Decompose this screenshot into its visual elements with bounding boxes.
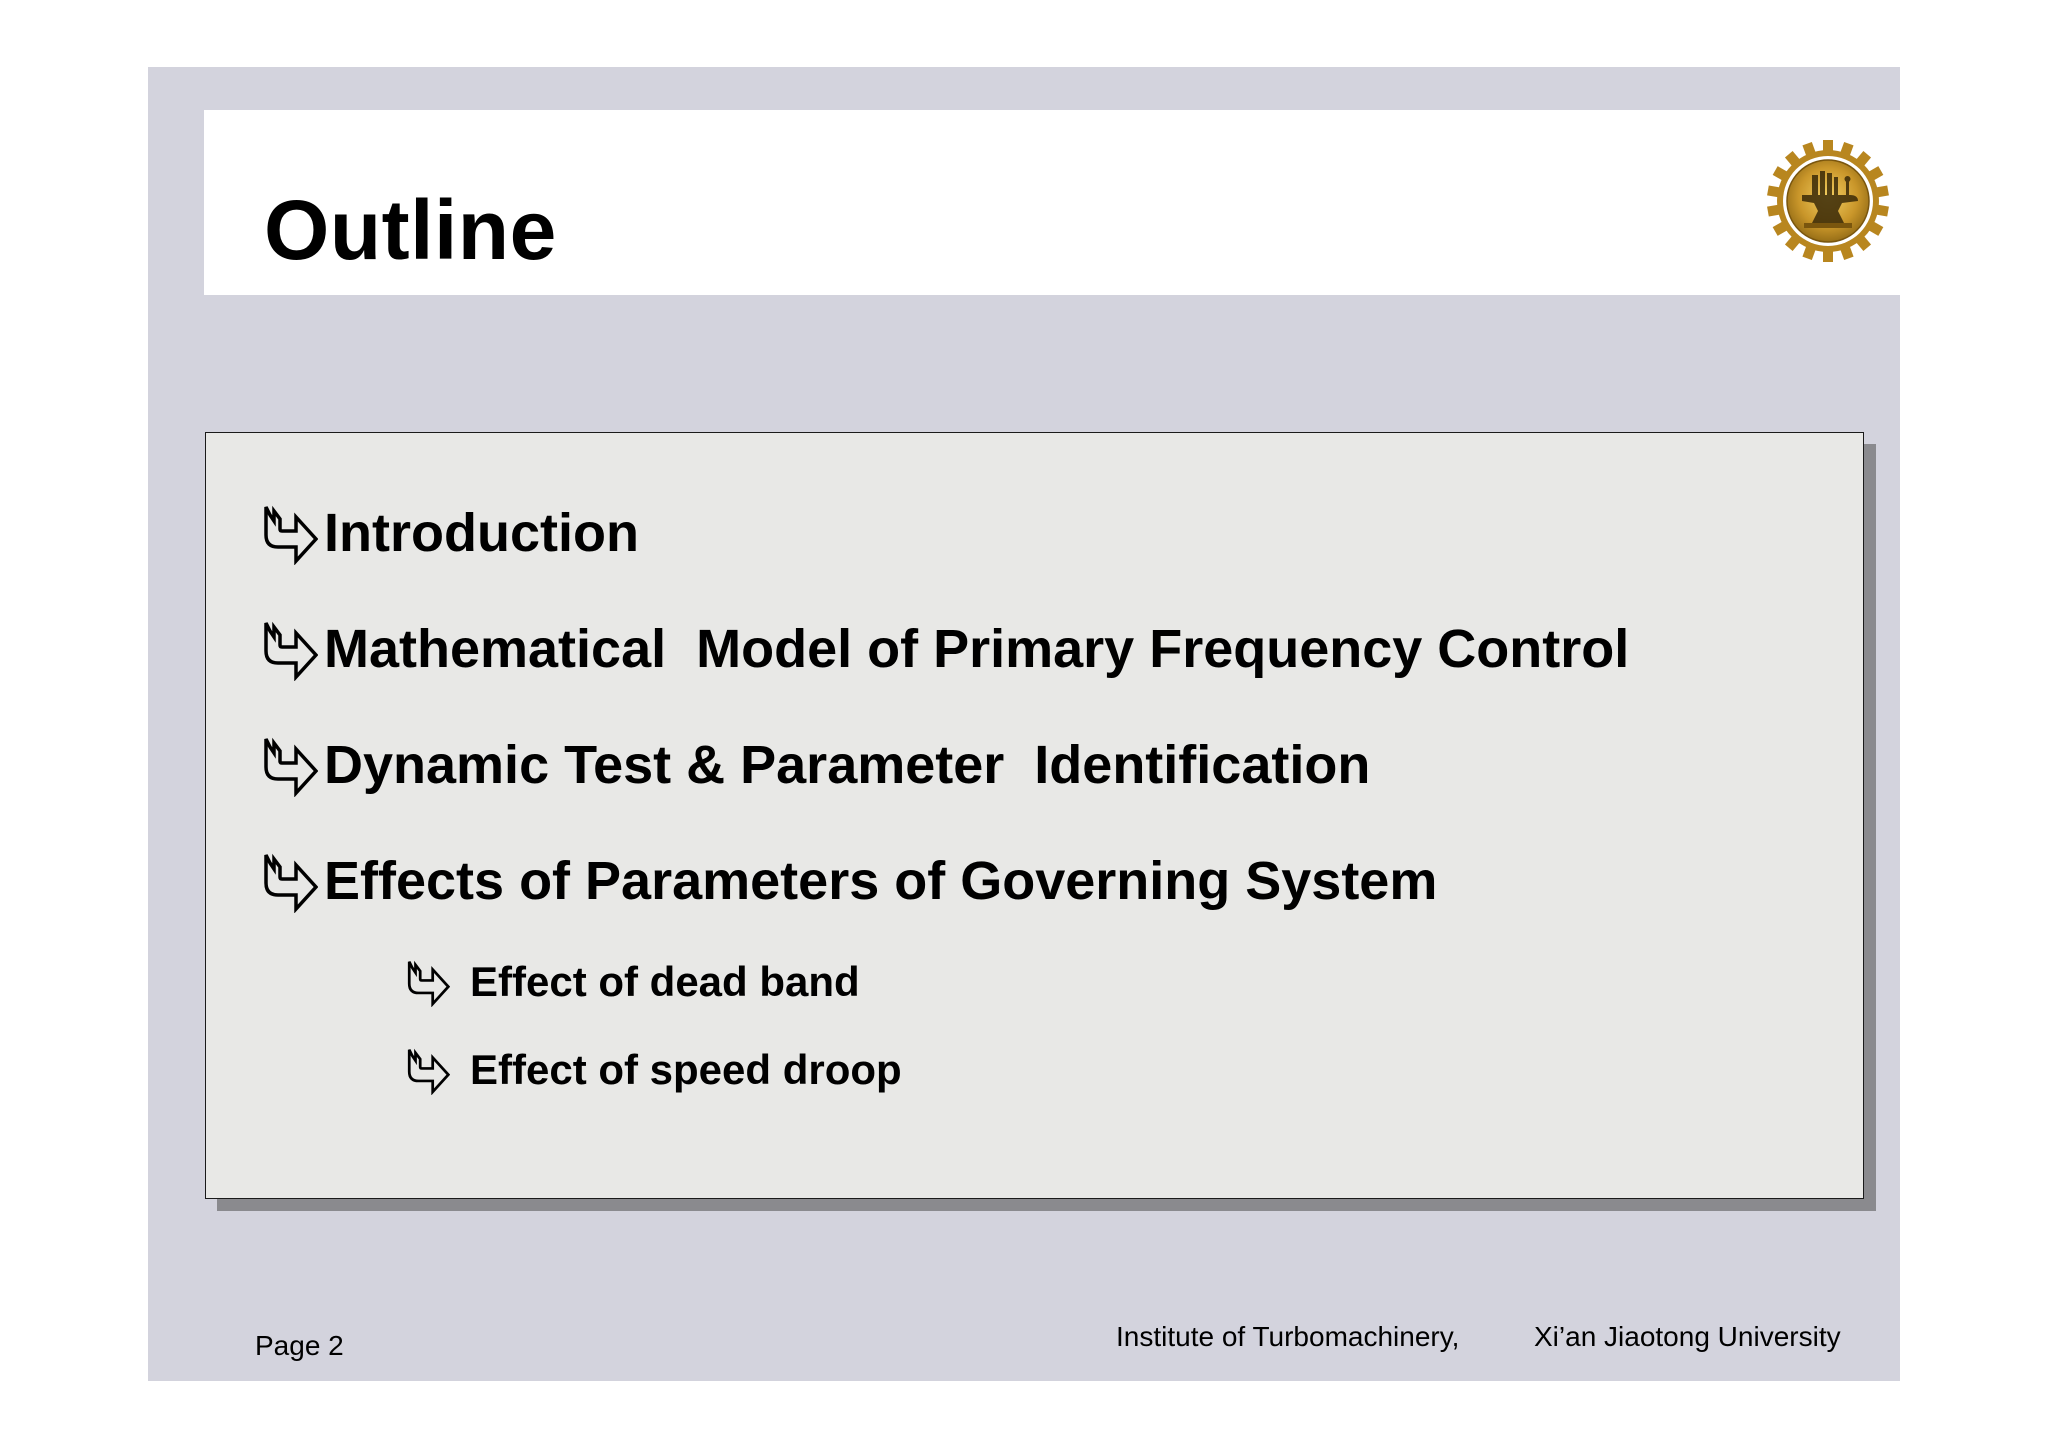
outline-subitem-speed-droop — [406, 1045, 902, 1095]
hollow-arrow-bullet-icon — [262, 849, 318, 913]
outline-item-dynamic-test — [262, 733, 1370, 797]
footer-university: Xi’an Jiaotong University — [1534, 1321, 1841, 1352]
hollow-arrow-bullet-icon — [262, 501, 318, 565]
outline-box — [205, 432, 1864, 1199]
outline-subitem-label: Effect of speed droop — [470, 1046, 902, 1093]
slide — [148, 67, 1900, 1381]
title-band — [204, 110, 1900, 295]
hollow-arrow-bullet-icon — [262, 617, 318, 681]
hollow-arrow-bullet-icon — [406, 1045, 450, 1095]
page-number: Page 2 — [255, 1330, 344, 1361]
slide-title: Outline — [264, 183, 557, 277]
outline-subitem-label: Effect of dead band — [470, 958, 860, 1005]
footer-institute: Institute of Turbomachinery, — [1116, 1321, 1460, 1352]
outline-subitem-dead-band — [406, 957, 860, 1007]
hollow-arrow-bullet-icon — [262, 733, 318, 797]
outline-item-label: Effects of Parameters of Governing System — [324, 851, 1438, 911]
outline-item-label: Dynamic Test & Parameter Identification — [324, 735, 1371, 795]
hollow-arrow-bullet-icon — [406, 957, 450, 1007]
outline-item-label: Introduction — [324, 503, 639, 563]
outline-item-label: Mathematical Model of Primary Frequency Control — [324, 619, 1630, 679]
university-gear-emblem-icon — [1766, 139, 1890, 263]
outline-item-introduction — [262, 501, 639, 565]
outline-item-effects-of-parameters — [262, 849, 1437, 913]
outline-item-mathematical-model — [262, 617, 1629, 681]
